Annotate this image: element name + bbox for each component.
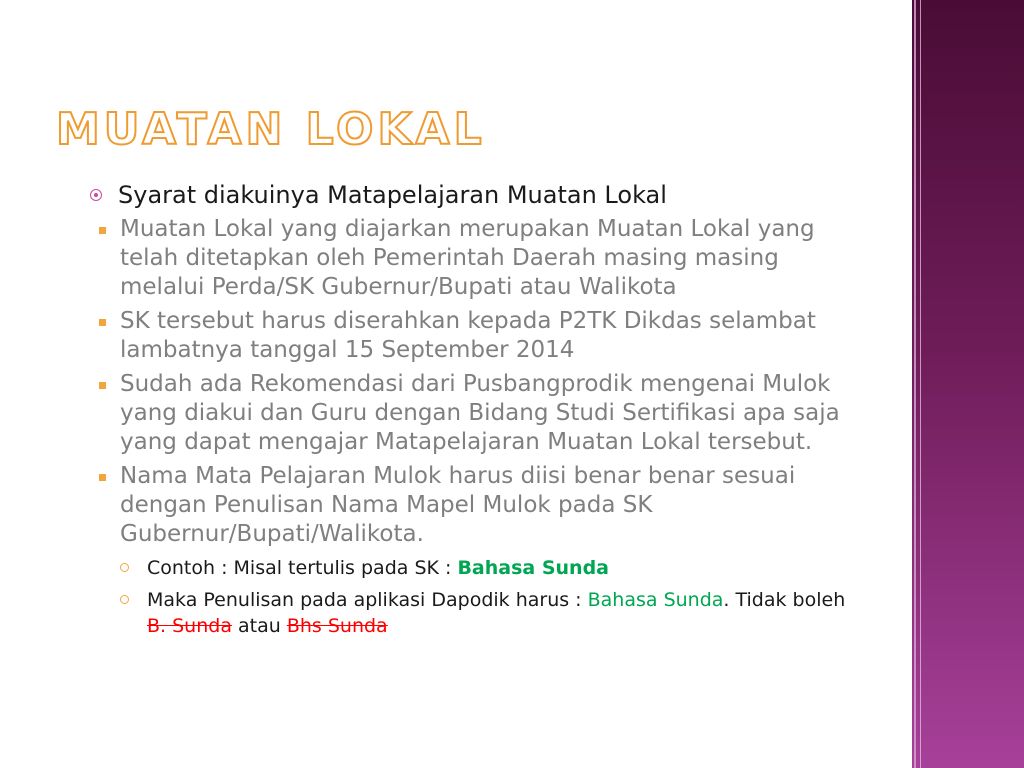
example-highlight: Bahasa Sunda bbox=[457, 557, 610, 579]
heading-bullet bbox=[90, 181, 860, 210]
square-bullet-icon bbox=[99, 474, 106, 481]
slide-title: MUATAN LOKAL bbox=[56, 104, 486, 155]
wrong-example: B. Sunda bbox=[147, 615, 232, 637]
point-text: Muatan Lokal yang diajarkan merupakan Muatan Lokal yang telah ditetapkan oleh Pemerintah Daerah masing masing melalui Perda/SK Gubernur/Bupati atau Walikota bbox=[120, 216, 815, 300]
point-text: SK tersebut harus diserahkan kepada P2TK Dikdas selambat lambatnya tanggal 15 September 2014 bbox=[120, 308, 816, 363]
slide-content bbox=[90, 181, 860, 639]
point-item bbox=[99, 370, 860, 457]
example-text: Maka Penulisan pada aplikasi Dapodik harus : bbox=[147, 589, 588, 611]
example-text: . Tidak boleh bbox=[723, 589, 846, 611]
circle-bullet-icon bbox=[90, 189, 102, 201]
example-highlight: Bahasa Sunda bbox=[587, 589, 724, 611]
point-item bbox=[99, 307, 860, 365]
example-text: atau bbox=[231, 615, 287, 637]
ring-bullet-icon bbox=[120, 563, 129, 572]
panel-line-inner bbox=[920, 0, 921, 768]
square-bullet-icon bbox=[99, 382, 106, 389]
heading-bullet-text: Syarat diakuinya Matapelajaran Muatan Lokal bbox=[118, 181, 667, 209]
point-text: Nama Mata Pelajaran Mulok harus diisi benar benar sesuai dengan Penulisan Nama Mapel Mulok pada SK Gubernur/Bupati/Walikota. bbox=[120, 463, 796, 547]
point-text: Sudah ada Rekomendasi dari Pusbangprodik mengenai Mulok yang diakui dan Guru dengan Bidang Studi Sertifikasi apa saja yang dapat mengajar Matapelajaran Muatan Lokal tersebut. bbox=[120, 371, 840, 455]
wrong-example: Bhs Sunda bbox=[286, 615, 388, 637]
example-item bbox=[120, 587, 860, 639]
example-item bbox=[120, 555, 860, 581]
square-bullet-icon bbox=[99, 319, 106, 326]
point-item bbox=[99, 215, 860, 302]
square-bullet-icon bbox=[99, 227, 106, 234]
point-item bbox=[99, 462, 860, 549]
decorative-side-panel bbox=[912, 0, 1024, 768]
ring-bullet-icon bbox=[120, 595, 129, 604]
example-text: Contoh : Misal tertulis pada SK : bbox=[147, 557, 458, 579]
panel-line-outer bbox=[914, 0, 916, 768]
